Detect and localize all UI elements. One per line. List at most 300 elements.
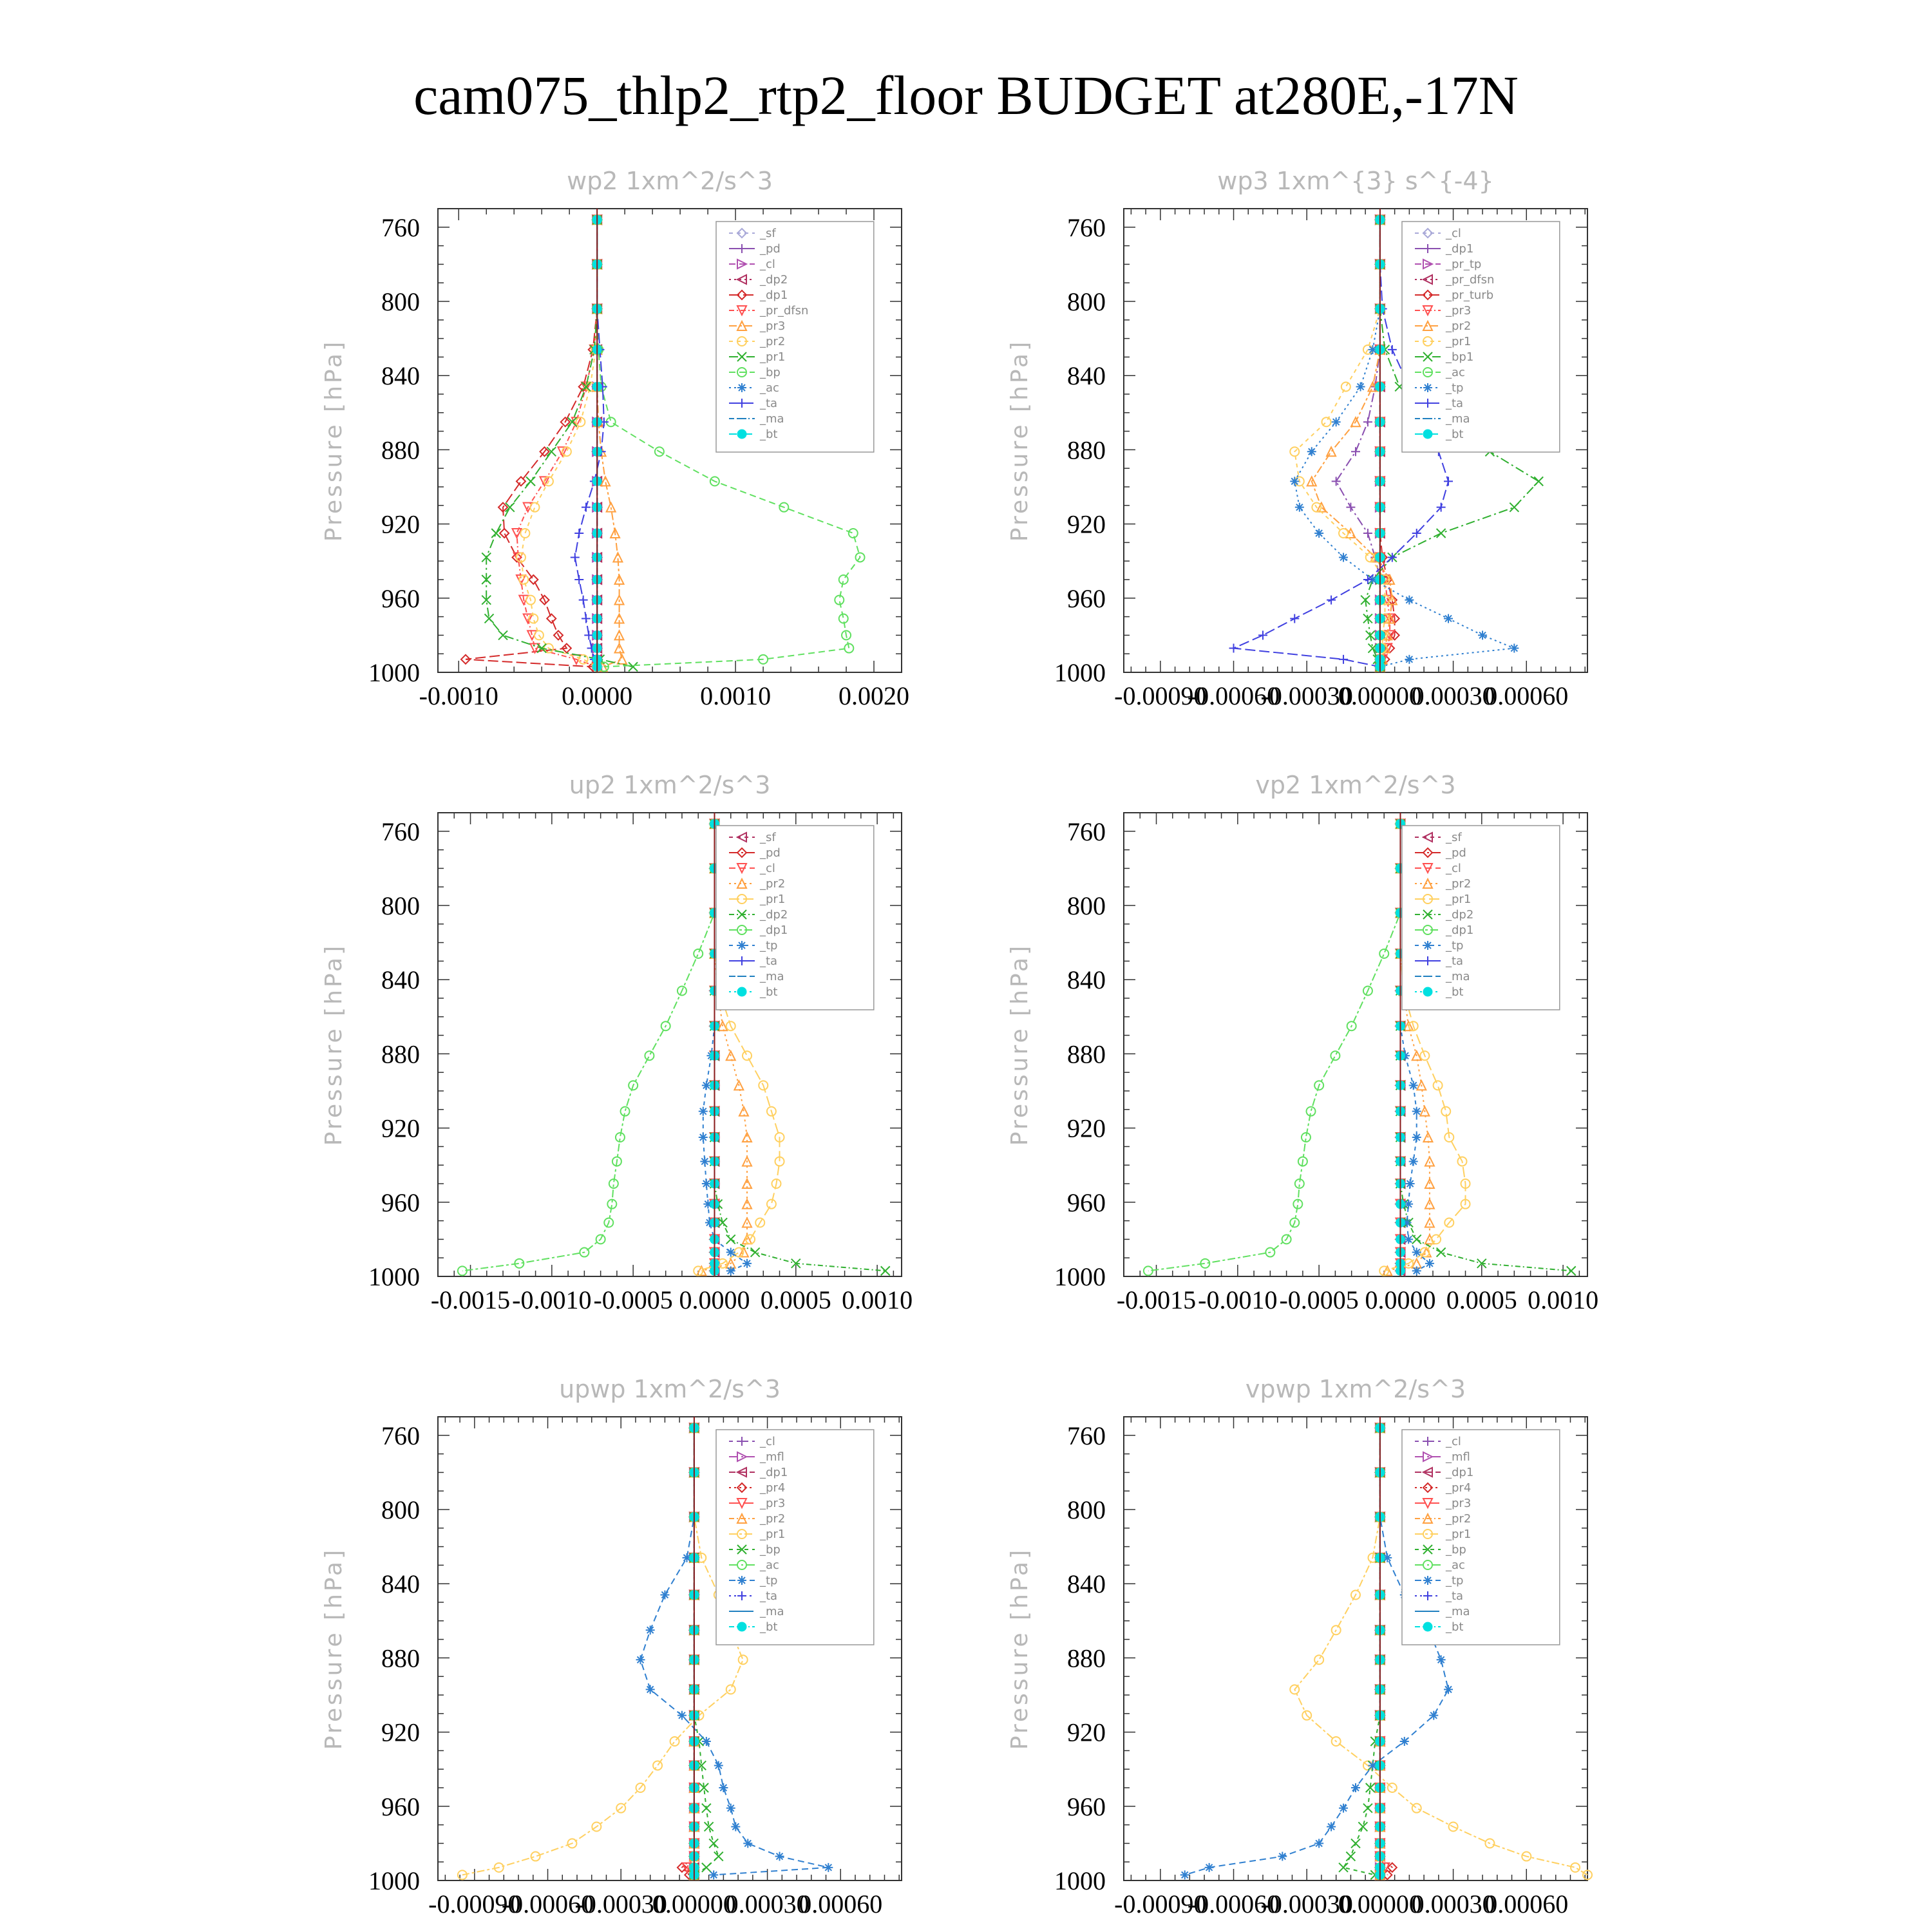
legend-label: _pd: [1446, 846, 1466, 860]
legend-marker: [737, 941, 746, 950]
data-point: [1327, 596, 1336, 605]
data-point: [1339, 1863, 1348, 1872]
data-point: [646, 1625, 655, 1634]
x-tick-label: -0.0015: [1116, 1285, 1197, 1314]
y-tick-label: 880: [1067, 1039, 1106, 1069]
legend: [716, 222, 874, 452]
panel-1: [321, 167, 909, 710]
data-point: [743, 1051, 752, 1060]
series-line: [1343, 1428, 1380, 1875]
x-tick-label: -0.00030: [1260, 1889, 1353, 1918]
data-point: [670, 1737, 679, 1746]
y-tick-label: 1000: [368, 1262, 420, 1291]
legend-label: _ta: [1446, 1589, 1464, 1603]
data-point: [1356, 382, 1365, 391]
data-point: [702, 1179, 711, 1188]
legend-label: _mfl: [760, 1450, 784, 1464]
data-point: [699, 1133, 708, 1142]
legend-label: _ta: [1446, 954, 1464, 968]
legend-label: _dp1: [1446, 242, 1474, 256]
data-point: [726, 1804, 735, 1813]
series-line: [1336, 220, 1380, 667]
x-tick-label: 0.0000: [1365, 1285, 1436, 1314]
y-tick-label: 920: [1067, 1718, 1106, 1747]
legend-label: _dp1: [760, 1466, 788, 1479]
y-tick-label: 960: [381, 583, 420, 613]
data-point: [1437, 1655, 1446, 1664]
panel-title: vpwp 1xm^2/s^3: [1245, 1375, 1466, 1403]
y-tick-label: 840: [381, 1569, 420, 1599]
y-tick-label: 760: [1067, 213, 1106, 242]
y-tick-label: 800: [381, 891, 420, 920]
data-point: [839, 575, 848, 584]
data-point: [1534, 477, 1543, 486]
x-tick-label: 0.0010: [700, 681, 772, 710]
y-tick-label: 960: [1067, 1792, 1106, 1821]
data-point: [767, 1200, 776, 1209]
data-point: [1327, 447, 1336, 456]
panel-6: [1007, 1375, 1592, 1918]
x-tick-label: 0.00000: [1338, 681, 1422, 710]
y-tick-label: 840: [1067, 361, 1106, 391]
data-point: [1341, 382, 1350, 391]
y-tick-label: 920: [1067, 1113, 1106, 1143]
data-point: [1510, 503, 1519, 512]
x-tick-label: -0.00060: [1187, 1889, 1280, 1918]
legend-label: _ma: [1446, 412, 1470, 426]
data-point: [1510, 644, 1519, 653]
series-pr1: [482, 215, 638, 671]
data-point: [582, 503, 591, 512]
legend-label: _bt: [760, 1620, 778, 1634]
series-dp1: [1144, 819, 1405, 1275]
legend-label: _ma: [760, 1605, 784, 1618]
data-point: [1409, 1081, 1418, 1090]
y-tick-label: 920: [381, 1718, 420, 1747]
panel-title: wp3 1xm^{3} s^{-4}: [1217, 167, 1494, 195]
legend-label: _sf: [760, 831, 776, 844]
data-point: [520, 529, 529, 538]
legend-label: _pr2: [1446, 319, 1472, 333]
x-tick-label: 0.00030: [1411, 681, 1495, 710]
legend-label: _ta: [1446, 397, 1464, 410]
data-point: [1358, 1822, 1367, 1831]
data-point: [1332, 477, 1341, 486]
data-point: [498, 630, 507, 639]
legend-label: _cl: [760, 258, 775, 271]
data-point: [743, 1839, 752, 1848]
data-point: [726, 1266, 735, 1275]
legend-label: _tp: [1446, 1574, 1464, 1587]
legend-label: _pr2: [1446, 1512, 1472, 1526]
data-point: [645, 1051, 654, 1060]
data-point: [751, 1248, 760, 1257]
legend-label: _cl: [760, 862, 775, 875]
x-tick-label: -0.00060: [501, 1889, 594, 1918]
data-point: [714, 1852, 723, 1861]
legend-box: [716, 1430, 874, 1645]
data-point: [1314, 1839, 1323, 1848]
legend-label: _ma: [760, 412, 784, 426]
data-point: [1351, 447, 1360, 456]
legend-label: _pr3: [1446, 1497, 1472, 1510]
data-point: [1322, 417, 1331, 426]
data-point: [1571, 1863, 1580, 1872]
legend-label: _pr_dfsn: [1446, 273, 1495, 287]
legend-label: _dp2: [760, 273, 788, 287]
data-point: [574, 575, 583, 584]
y-tick-label: 960: [381, 1188, 420, 1217]
legend-label: _pr3: [1446, 304, 1472, 317]
data-point: [1290, 614, 1299, 623]
y-tick-label: 960: [1067, 1188, 1106, 1217]
data-point: [1444, 614, 1453, 623]
y-tick-label: 880: [1067, 1643, 1106, 1673]
data-point: [1278, 1852, 1287, 1861]
y-tick-label: 1000: [368, 658, 420, 687]
panel-5: [321, 1375, 902, 1918]
data-point: [1363, 1804, 1372, 1813]
y-tick-label: 840: [381, 361, 420, 391]
legend-label: _ac: [1446, 1558, 1465, 1572]
legend-label: _cl: [1446, 1435, 1461, 1448]
data-point: [726, 1248, 735, 1257]
data-point: [1434, 1081, 1443, 1090]
legend-box: [1402, 1430, 1560, 1645]
legend-label: _dp1: [760, 289, 788, 302]
data-point: [1412, 1266, 1421, 1275]
legend-label: _sf: [760, 227, 776, 240]
data-point: [702, 1804, 711, 1813]
x-tick-label: -0.00030: [574, 1889, 667, 1918]
data-point: [1406, 1179, 1415, 1188]
data-point: [694, 949, 703, 958]
data-point: [1404, 1235, 1413, 1244]
data-point: [709, 1839, 718, 1848]
series-dp1: [458, 819, 719, 1275]
x-tick-label: -0.0010: [1198, 1285, 1278, 1314]
data-point: [1339, 655, 1348, 664]
data-point: [1388, 345, 1397, 354]
data-point: [1379, 949, 1388, 958]
legend-label: _pr1: [1446, 335, 1472, 348]
data-point: [1205, 1863, 1214, 1872]
y-tick-label: 840: [1067, 1569, 1106, 1599]
data-point: [702, 1737, 711, 1746]
data-point: [1331, 1051, 1340, 1060]
y-axis-label: Pressure [hPa]: [321, 1547, 347, 1750]
data-point: [677, 1711, 687, 1720]
x-tick-label: -0.00060: [1187, 681, 1280, 710]
x-tick-label: 0.00030: [1411, 1889, 1495, 1918]
y-tick-label: 1000: [1054, 658, 1106, 687]
data-point: [1363, 529, 1372, 538]
data-point: [1425, 1218, 1434, 1227]
y-tick-label: 840: [381, 965, 420, 995]
legend-label: _cl: [1446, 227, 1461, 240]
y-tick-label: 760: [381, 213, 420, 242]
legend-label: _pr_dfsn: [760, 304, 809, 317]
legend-label: _mfl: [1446, 1450, 1470, 1464]
data-point: [547, 614, 556, 623]
x-tick-label: -0.0010: [512, 1285, 592, 1314]
x-tick-label: 0.00060: [1484, 681, 1569, 710]
data-point: [1412, 1235, 1421, 1244]
data-point: [574, 529, 583, 538]
legend-label: _pr1: [1446, 893, 1472, 906]
legend-label: _pr3: [760, 1497, 786, 1510]
series-pr1: [1290, 215, 1389, 671]
legend-label: _ma: [760, 970, 784, 983]
series-line: [1294, 220, 1385, 667]
data-point: [1400, 1737, 1409, 1746]
data-point: [526, 477, 535, 486]
legend-label: _pr1: [1446, 1528, 1472, 1541]
data-point: [1478, 630, 1487, 639]
data-point: [775, 1852, 784, 1861]
legend-label: _pd: [760, 242, 781, 256]
data-point: [1425, 1157, 1434, 1166]
y-axis-label: Pressure [hPa]: [1007, 339, 1033, 542]
legend-label: _bt: [760, 428, 778, 441]
y-tick-label: 1000: [1054, 1262, 1106, 1291]
data-point: [709, 1870, 718, 1879]
data-point: [1346, 503, 1355, 512]
x-tick-label: -0.0010: [419, 681, 498, 710]
panel-2: [1007, 167, 1587, 710]
data-point: [1412, 1804, 1421, 1813]
legend: [716, 826, 874, 1010]
legend: [1402, 222, 1560, 452]
data-point: [1405, 655, 1414, 664]
y-tick-label: 760: [1067, 817, 1106, 846]
y-tick-label: 880: [381, 1643, 420, 1673]
y-tick-label: 760: [381, 1421, 420, 1450]
series-ta: [571, 215, 609, 671]
data-point: [849, 529, 858, 538]
x-tick-label: -0.00090: [428, 1889, 521, 1918]
y-tick-label: 960: [1067, 583, 1106, 613]
legend-label: _dp2: [1446, 908, 1474, 922]
series-line: [462, 824, 715, 1271]
series-line: [486, 220, 633, 667]
data-point: [702, 1081, 711, 1090]
data-point: [702, 1863, 711, 1872]
legend-label: _bp1: [1446, 350, 1474, 364]
data-point: [844, 644, 853, 653]
legend: [1402, 1430, 1560, 1645]
data-point: [731, 1822, 740, 1831]
x-tick-label: 0.00030: [725, 1889, 810, 1918]
y-tick-label: 920: [1067, 509, 1106, 539]
legend-marker: [737, 383, 746, 392]
data-point: [824, 1863, 833, 1872]
legend-marker: [1423, 1622, 1432, 1631]
data-point: [1437, 529, 1446, 538]
data-point: [1351, 1783, 1360, 1792]
legend-label: _pr2: [760, 1512, 786, 1526]
series-line: [1148, 824, 1401, 1271]
y-tick-label: 1000: [1054, 1866, 1106, 1895]
data-point: [1258, 630, 1267, 639]
x-tick-label: 0.0010: [842, 1285, 913, 1314]
legend-label: _pr4: [1446, 1481, 1472, 1495]
legend: [716, 1430, 874, 1645]
legend-marker: [1423, 987, 1432, 996]
x-tick-label: 0.0000: [679, 1285, 750, 1314]
data-point: [739, 1655, 748, 1664]
data-point: [1346, 1852, 1355, 1861]
legend-label: _pr3: [760, 319, 786, 333]
data-point: [636, 1655, 645, 1664]
data-point: [881, 1266, 890, 1275]
legend-box: [1402, 826, 1560, 1010]
legend-marker: [737, 1576, 746, 1585]
legend-label: _pr2: [760, 335, 786, 348]
data-point: [1290, 477, 1299, 486]
legend-label: _pr4: [760, 1481, 786, 1495]
data-point: [530, 503, 539, 512]
series-line: [462, 1428, 743, 1875]
legend-label: _pr_turb: [1446, 289, 1494, 302]
y-tick-label: 800: [1067, 1495, 1106, 1524]
data-point: [529, 575, 538, 584]
y-axis-label: Pressure [hPa]: [1007, 943, 1033, 1146]
y-tick-label: 800: [1067, 287, 1106, 316]
y-tick-label: 880: [381, 435, 420, 465]
series-dp1: [461, 215, 601, 671]
legend-label: _pr2: [1446, 877, 1472, 891]
legend-label: _tp: [760, 939, 778, 952]
data-point: [1363, 417, 1372, 426]
data-point: [1229, 644, 1238, 653]
legend: [1402, 826, 1560, 1010]
data-point: [1412, 1133, 1421, 1142]
panel-title: vp2 1xm^2/s^3: [1255, 771, 1456, 799]
x-tick-label: 0.0020: [838, 681, 910, 710]
y-tick-label: 1000: [368, 1866, 420, 1895]
panel-4: [1007, 771, 1598, 1314]
data-point: [1339, 553, 1348, 562]
data-point: [743, 1259, 752, 1268]
legend-label: _bp: [1446, 1543, 1466, 1557]
x-tick-label: -0.0005: [1279, 1285, 1359, 1314]
legend-label: _ma: [1446, 970, 1470, 983]
panel-3: [321, 771, 913, 1314]
legend-label: _bp: [760, 1543, 781, 1557]
legend-label: _bt: [760, 985, 778, 999]
y-tick-label: 800: [381, 287, 420, 316]
x-tick-label: -0.0005: [593, 1285, 673, 1314]
x-tick-label: 0.00000: [652, 1889, 736, 1918]
data-point: [1404, 1200, 1413, 1209]
legend-label: _bt: [1446, 985, 1464, 999]
data-point: [618, 655, 627, 664]
data-point: [660, 1590, 669, 1599]
data-point: [571, 553, 580, 562]
figure-title: cam075_thlp2_rtp2_floor BUDGET at280E,-17N: [413, 64, 1519, 126]
data-point: [714, 1761, 723, 1770]
data-point: [1425, 1259, 1434, 1268]
data-point: [1412, 1107, 1421, 1116]
data-point: [1351, 1839, 1360, 1848]
legend-marker: [1423, 430, 1432, 439]
legend-label: _ta: [760, 397, 778, 410]
data-point: [1409, 1157, 1418, 1166]
y-tick-label: 920: [381, 509, 420, 539]
data-point: [1429, 1711, 1438, 1720]
legend-label: _ac: [760, 1558, 779, 1572]
data-point: [629, 662, 638, 671]
legend-marker: [1423, 1576, 1432, 1585]
y-tick-label: 920: [381, 1113, 420, 1143]
legend-label: _sf: [1446, 831, 1462, 844]
data-point: [1444, 1685, 1453, 1694]
panel-title: upwp 1xm^2/s^3: [559, 1375, 781, 1403]
data-point: [1339, 1804, 1348, 1813]
legend-label: _bp: [760, 366, 781, 379]
legend-label: _ac: [760, 381, 779, 395]
y-tick-label: 840: [1067, 965, 1106, 995]
data-point: [582, 614, 591, 623]
y-tick-label: 960: [381, 1792, 420, 1821]
x-tick-label: 0.00060: [799, 1889, 883, 1918]
legend-label: _pr1: [760, 350, 786, 364]
y-axis-label: Pressure [hPa]: [321, 339, 347, 542]
data-point: [719, 1783, 728, 1792]
data-point: [1412, 1248, 1421, 1257]
x-tick-label: 0.0000: [562, 681, 633, 710]
x-tick-label: -0.00090: [1114, 681, 1207, 710]
data-point: [699, 1107, 708, 1116]
data-point: [726, 1235, 735, 1244]
legend-label: _bt: [1446, 1620, 1464, 1634]
legend-label: _ta: [760, 1589, 778, 1603]
data-point: [531, 1852, 540, 1861]
legend-label: _ma: [1446, 1605, 1470, 1618]
data-point: [1314, 1655, 1323, 1664]
legend-label: _dp1: [760, 923, 788, 937]
data-point: [607, 503, 616, 512]
legend-label: _pr2: [760, 877, 786, 891]
x-tick-label: 0.0005: [1446, 1285, 1517, 1314]
legend-box: [716, 826, 874, 1010]
legend-label: _tp: [760, 1574, 778, 1587]
data-point: [1432, 1235, 1441, 1244]
x-tick-label: 0.0005: [760, 1285, 831, 1314]
legend-label: _tp: [1446, 939, 1464, 952]
y-tick-label: 760: [381, 817, 420, 846]
data-point: [1332, 417, 1341, 426]
legend-marker: [737, 1622, 746, 1631]
legend-label: _ac: [1446, 366, 1465, 379]
y-tick-label: 880: [381, 1039, 420, 1069]
panel-title: up2 1xm^2/s^3: [569, 771, 771, 799]
data-point: [1295, 503, 1304, 512]
data-point: [579, 596, 588, 605]
panel-title: wp2 1xm^2/s^3: [567, 167, 773, 195]
data-point: [1444, 477, 1453, 486]
data-point: [1327, 1822, 1336, 1831]
legend-label: _pr1: [760, 893, 786, 906]
legend-label: _pr_tp: [1446, 258, 1482, 271]
data-point: [1314, 529, 1323, 538]
data-point: [653, 1761, 662, 1770]
series-pr2: [516, 215, 601, 671]
y-tick-label: 800: [381, 1495, 420, 1524]
legend-marker: [737, 430, 746, 439]
data-point: [1307, 447, 1316, 456]
